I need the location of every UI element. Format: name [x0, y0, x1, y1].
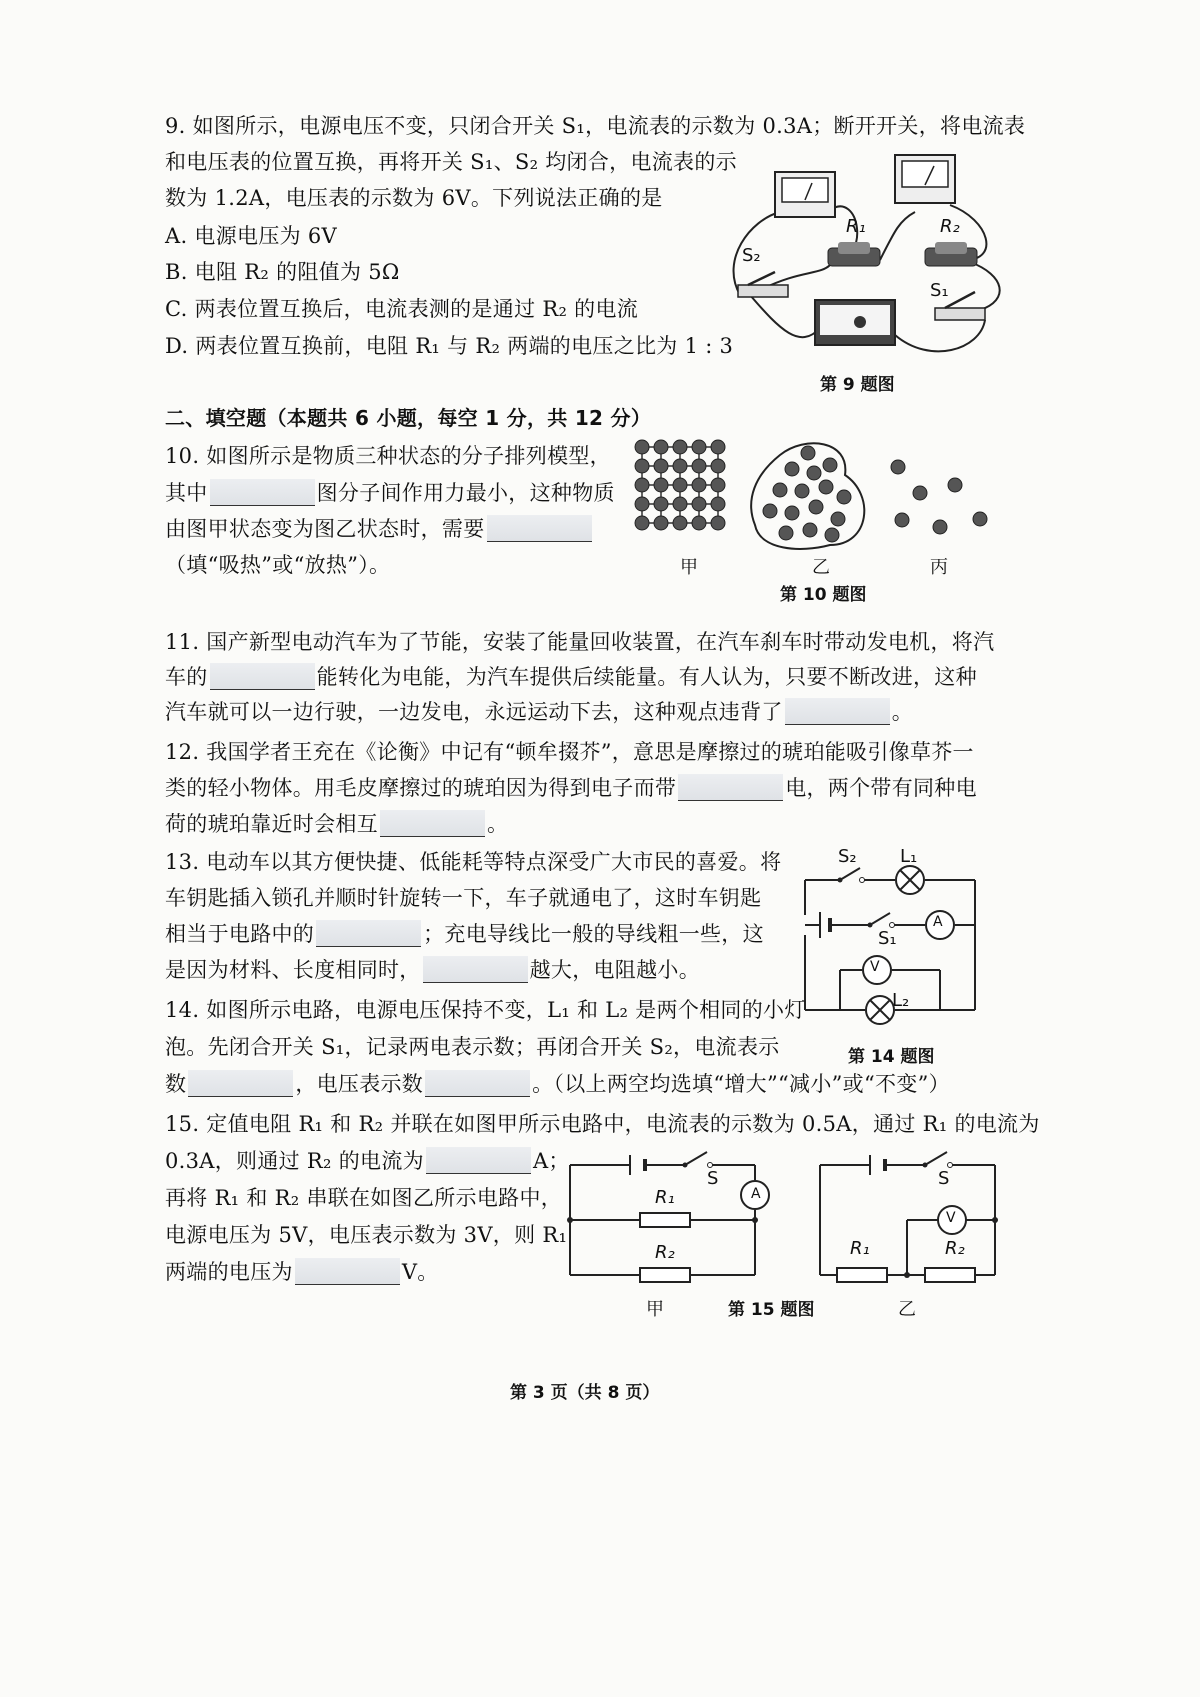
q14-label-s2: S₂ — [838, 846, 857, 867]
q12-line2-start: 类的轻小物体。用毛皮摩擦过的琥珀因为得到电子而带 — [165, 776, 677, 800]
q12-blank-2[interactable] — [380, 810, 485, 837]
q10-line3-start: 由图甲状态变为图乙状态时，需要 — [165, 517, 485, 541]
q9-option-d: D. 两表位置互换前，电阻 R₁ 与 R₂ 两端的电压之比为 1 : 3 — [165, 334, 734, 358]
q13-line2: 车钥匙插入锁孔并顺时针旋转一下，车子就通电了，这时车钥匙 — [165, 886, 762, 910]
q15-yi-label-s: S — [938, 1168, 950, 1189]
meter-right-icon — [895, 155, 955, 203]
q15-line2-end: A； — [532, 1149, 570, 1173]
q15-yi-r2-icon — [925, 1268, 975, 1282]
meter-left-icon — [775, 172, 835, 217]
q10-line4: （填“吸热”或“放热”）。 — [165, 553, 391, 577]
resistor-r1-icon — [828, 242, 880, 266]
q15-line5 — [165, 1258, 439, 1286]
q12-line1: 12. 我国学者王充在《论衡》中记有“顿牟掇芥”，意思是摩擦过的琥珀能吸引像草芥一 — [165, 740, 974, 764]
q10-line3 — [165, 515, 594, 543]
q9-caption: 第 9 题图 — [820, 375, 895, 395]
q14-label-v: V — [870, 959, 880, 975]
q11-line3-end: 。 — [891, 700, 914, 724]
q11-line3-start: 汽车就可以一边行驶，一边发电，永远运动下去，这种观点违背了 — [165, 700, 783, 724]
q9-option-c: C. 两表位置互换后，电流表测的是通过 R₂ 的电流 — [165, 297, 639, 321]
power-supply-icon — [815, 300, 895, 345]
q15-jia-label-r1: R₁ — [655, 1187, 675, 1208]
q15-line3: 再将 R₁ 和 R₂ 串联在如图乙所示电路中， — [165, 1186, 563, 1210]
q13-line3-end: ；充电导线比一般的导线粗一些，这 — [423, 922, 764, 946]
q14-line2: 泡。先闭合开关 S₁，记录两电表示数；再闭合开关 S₂，电流表示 — [165, 1035, 780, 1059]
q15-jia-r2-icon — [640, 1268, 690, 1282]
q10-line2 — [165, 479, 615, 507]
q11-blank-2[interactable] — [785, 698, 890, 725]
q14-line3-mid: ，电压表示数 — [295, 1072, 424, 1096]
q13-line1: 13. 电动车以其方便快捷、低能耗等特点深受广大市民的喜爱。将 — [165, 850, 782, 874]
lamp-l1-icon — [896, 866, 924, 894]
q13-line3 — [165, 920, 764, 948]
q15-jia-label-a: A — [751, 1186, 761, 1202]
q10-molecule-figure — [630, 435, 1000, 555]
page-number: 第 3 页（共 8 页） — [510, 1383, 660, 1403]
q15-yi-r1-icon — [837, 1268, 887, 1282]
q12-line3-start: 荷的琥珀靠近时会相互 — [165, 812, 378, 836]
q9-label-r2: R₂ — [940, 216, 960, 237]
q14-line3 — [165, 1070, 950, 1098]
q14-line3-start: 数 — [165, 1072, 187, 1096]
q15-jia-label-s: S — [707, 1168, 719, 1189]
q15-line1: 15. 定值电阻 R₁ 和 R₂ 并联在如图甲所示电路中，电流表的示数为 0.5A，通过 R₁ 的电流为 — [165, 1112, 1040, 1136]
q12-blank-1[interactable] — [678, 774, 783, 801]
q15-circuit-yi — [815, 1155, 1005, 1285]
q11-blank-1[interactable] — [210, 663, 315, 690]
q10-label-yi: 乙 — [812, 557, 830, 578]
gas-molecules-icon — [891, 460, 987, 534]
q12-line3 — [165, 810, 508, 838]
q12-line2 — [165, 774, 977, 802]
q10-line1: 10. 如图所示是物质三种状态的分子排列模型， — [165, 444, 611, 468]
q9-circuit-figure — [720, 150, 1010, 370]
q13-line3-start: 相当于电路中的 — [165, 922, 315, 946]
q15-label-jia: 甲 — [646, 1299, 664, 1320]
q15-line5-end: V。 — [401, 1260, 439, 1284]
lamp-l2-icon — [866, 996, 894, 1024]
q14-line3-end: 。（以上两空均选填“增大”“减小”或“不变”） — [532, 1072, 950, 1096]
q9-label-s2: S₂ — [742, 245, 761, 266]
q15-circuit-jia — [565, 1155, 775, 1285]
resistor-r2-icon — [925, 242, 977, 266]
q9-option-b: B. 电阻 R₂ 的阻值为 5Ω — [165, 260, 400, 284]
q14-label-l2: L₂ — [892, 990, 910, 1011]
q14-label-a: A — [933, 914, 943, 930]
q14-line1: 14. 如图所示电路，电源电压保持不变，L₁ 和 L₂ 是两个相同的小灯 — [165, 998, 806, 1022]
q15-jia-battery-icon — [630, 1155, 645, 1175]
battery-icon — [820, 912, 830, 938]
switch-s2-icon — [738, 272, 788, 297]
q15-line5-start: 两端的电压为 — [165, 1260, 293, 1284]
q15-yi-label-v: V — [946, 1210, 956, 1226]
q15-yi-label-r2: R₂ — [945, 1238, 965, 1259]
q10-label-jia: 甲 — [680, 557, 698, 578]
q13-line4-start: 是因为材料、长度相同时， — [165, 958, 421, 982]
q13-line4 — [165, 956, 700, 984]
q14-label-s1: S₁ — [878, 928, 897, 949]
q14-label-l1: L₁ — [900, 846, 918, 867]
q11-line2-end: 能转化为电能，为汽车提供后续能量。有人认为，只要不断改进，这种 — [316, 665, 977, 689]
q10-label-bing: 丙 — [930, 557, 948, 578]
q15-line4: 电源电压为 5V，电压表示数为 3V，则 R₁ — [165, 1223, 568, 1247]
q11-line2-start: 车的 — [165, 665, 208, 689]
q9-line2: 和电压表的位置互换，再将开关 S₁、S₂ 均闭合，电流表的示 — [165, 150, 737, 174]
q14-caption: 第 14 题图 — [848, 1047, 935, 1067]
q15-line2-start: 0.3A，则通过 R₂ 的电流为 — [165, 1149, 424, 1173]
switch-s1-blade — [870, 913, 890, 925]
q9-label-s1: S₁ — [930, 280, 949, 301]
q15-jia-r1-icon — [640, 1213, 690, 1227]
q15-jia-switch-blade — [685, 1152, 707, 1165]
q15-caption: 第 15 题图 — [728, 1300, 815, 1320]
section2-title: 二、填空题（本题共 6 小题，每空 1 分，共 12 分） — [165, 406, 652, 430]
q11-line1: 11. 国产新型电动汽车为了节能，安装了能量回收装置，在汽车刹车时带动发电机，将汽 — [165, 630, 995, 654]
switch-s2-blade — [840, 868, 860, 880]
q13-line4-end: 越大，电阻越小。 — [529, 958, 701, 982]
q10-blank-2[interactable] — [487, 515, 592, 542]
q14-blank-2[interactable] — [425, 1070, 530, 1097]
q13-blank-2[interactable] — [423, 956, 528, 983]
q15-blank-2[interactable] — [295, 1258, 400, 1285]
q11-line2 — [165, 663, 977, 691]
q10-caption: 第 10 题图 — [780, 585, 867, 605]
q14-blank-1[interactable] — [188, 1070, 293, 1097]
q9-line1: 9. 如图所示，电源电压不变，只闭合开关 S₁，电流表的示数为 0.3A；断开开关，将电流表 — [165, 114, 1026, 138]
q10-blank-1[interactable] — [210, 479, 315, 506]
q15-jia-label-r2: R₂ — [655, 1242, 675, 1263]
q15-line2 — [165, 1147, 570, 1175]
q12-line3-end: 。 — [487, 812, 509, 836]
q13-blank-1[interactable] — [316, 920, 421, 947]
q9-label-r1: R₁ — [846, 216, 866, 237]
q9-line3: 数为 1.2A，电压表的示数为 6V。下列说法正确的是 — [165, 186, 663, 210]
q15-yi-battery-icon — [870, 1155, 885, 1175]
q12-line2-end: 电，两个带有同种电 — [785, 776, 977, 800]
q10-line2-start: 其中 — [165, 481, 208, 505]
q10-line2-end: 图分子间作用力最小，这种物质 — [316, 481, 615, 505]
q15-blank-1[interactable] — [426, 1147, 531, 1174]
q11-line3 — [165, 698, 913, 726]
q15-yi-label-r1: R₁ — [850, 1238, 870, 1259]
q15-yi-switch-blade — [925, 1152, 947, 1165]
q15-label-yi: 乙 — [898, 1299, 916, 1320]
q9-option-a: A. 电源电压为 6V — [165, 224, 338, 248]
